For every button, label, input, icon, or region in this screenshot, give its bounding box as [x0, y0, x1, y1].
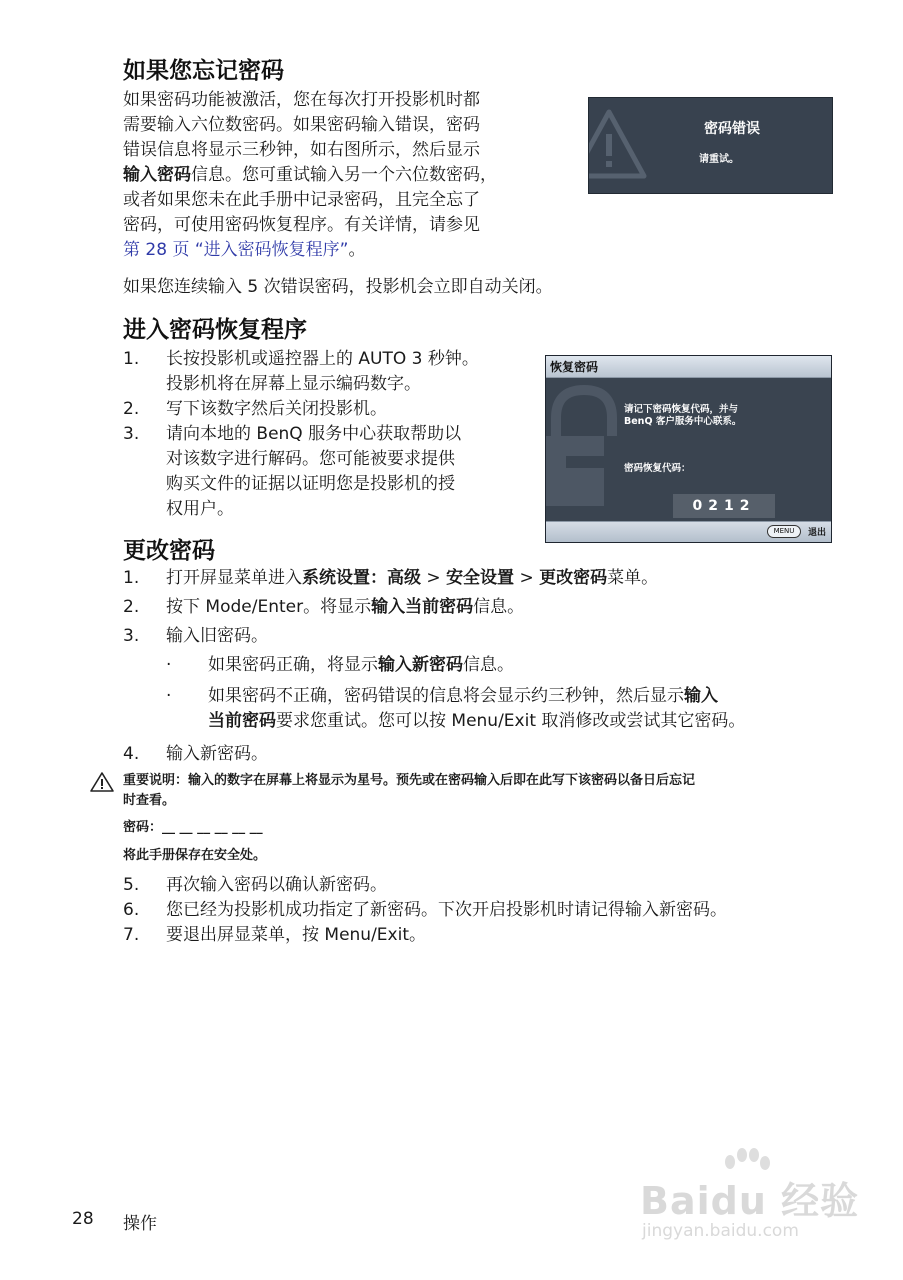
- list-item: [123, 595, 843, 620]
- section-name: 操作: [123, 1214, 157, 1234]
- dialog-title: 恢复密码: [546, 356, 831, 378]
- menu-path: 安全设置: [446, 568, 515, 588]
- recover-password-dialog: [545, 355, 832, 543]
- password-blanks: __ __ __ __ __ __: [162, 820, 263, 835]
- bullet-line: [208, 684, 834, 709]
- error-title: 密码错误: [704, 121, 760, 137]
- list-item: [123, 873, 843, 898]
- change-steps-5-7: [123, 873, 843, 948]
- bullet-line: [208, 709, 834, 734]
- bullet-text: 如果密码不正确，密码错误的信息将会显示约三秒钟，然后显示: [208, 686, 684, 706]
- password-label: 密码：: [123, 820, 163, 835]
- bold-term: 输入密码: [123, 165, 191, 185]
- watermark-url: jingyan.baidu.com: [642, 1221, 799, 1241]
- keep-safe-note: 将此手册保存在安全处。: [123, 848, 267, 863]
- item-number: 7.: [123, 925, 140, 945]
- bullet-text: 如果密码正确，将显示: [208, 655, 378, 675]
- watermark-logo: Baidu 经验: [640, 1179, 860, 1223]
- bold-term: 输入新密码: [378, 655, 463, 675]
- item-line: 请向本地的 BenQ 服务中心获取帮助以: [166, 424, 462, 444]
- password-record-line: [123, 818, 263, 838]
- step-text: >: [514, 568, 540, 588]
- para-line: 错误信息将显示三秒钟，如右图所示，然后显示: [123, 140, 480, 160]
- step-text: 您已经为投影机成功指定了新密码。下次开启投影机时请记得输入新密码。: [166, 900, 727, 920]
- page-number: 28: [72, 1209, 94, 1229]
- step-text: 输入旧密码。: [166, 626, 268, 646]
- item-line: 权用户。: [166, 499, 234, 519]
- bullet-dot: ·: [166, 655, 172, 675]
- menu-button[interactable]: MENU: [767, 525, 801, 538]
- step-text: 打开屏显菜单进入: [166, 568, 302, 588]
- para-text: 信息。您可重试输入另一个六位数密码，: [191, 165, 497, 185]
- section-title-change-password: 更改密码: [123, 538, 215, 564]
- recovery-message: [624, 404, 741, 428]
- step-text: 按下 Mode/Enter。将显示: [166, 597, 372, 617]
- list-item: [123, 347, 533, 397]
- bold-term: 输入当前密码: [371, 597, 474, 617]
- error-subtitle: 请重试。: [699, 154, 739, 165]
- item-line: 购买文件的证据以证明您是投影机的授: [166, 474, 455, 494]
- section-title-forgot-password: 如果您忘记密码: [123, 58, 284, 84]
- para-line: 或者如果您未在此手册中记录密码，且完全忘了: [123, 190, 480, 210]
- list-item: [123, 422, 533, 522]
- bullet-item: [164, 653, 834, 678]
- lock-icon: [546, 378, 626, 518]
- recovery-link[interactable]: 第 28 页 “进入密码恢复程序”: [123, 240, 349, 260]
- item-number: 6.: [123, 900, 140, 920]
- auto-shutdown-note: 如果您连续输入 5 次错误密码，投影机会立即自动关闭。: [123, 277, 553, 297]
- item-line: 投影机将在屏幕上显示编码数字。: [166, 374, 421, 394]
- item-number: 3.: [123, 424, 140, 444]
- list-item: [123, 566, 843, 591]
- section-title-recovery: 进入密码恢复程序: [123, 317, 307, 343]
- item-number: 2.: [123, 399, 140, 419]
- important-note: [123, 771, 843, 811]
- para-line: [123, 238, 573, 263]
- para-line: [123, 163, 573, 188]
- warning-icon: [89, 771, 115, 793]
- list-item: [123, 898, 843, 923]
- recovery-steps: [123, 347, 533, 522]
- para-text: 。: [348, 240, 366, 260]
- step-text: 输入新密码。: [166, 744, 268, 764]
- message-line: BenQ 客户服务中心联系。: [624, 416, 742, 427]
- code-label: 密码恢复代码：: [624, 463, 691, 474]
- step-text: 要退出屏显菜单，按 Menu/Exit。: [166, 925, 426, 945]
- bullet-text: 要求您重试。您可以按 Menu/Exit 取消修改或尝试其它密码。: [276, 711, 746, 731]
- item-number: 2.: [123, 597, 140, 617]
- bullet-dot: ·: [166, 686, 172, 706]
- item-number: 1.: [123, 349, 140, 369]
- para-line: 密码，可使用密码恢复程序。有关详情，请参见: [123, 215, 480, 235]
- bold-term: 当前密码: [208, 711, 276, 731]
- warning-icon: [589, 104, 669, 184]
- forgot-password-paragraph: [123, 88, 573, 263]
- step-text: 信息。: [473, 597, 525, 617]
- message-line: 请记下密码恢复代码，并与: [624, 404, 739, 415]
- item-line: 长按投影机或遥控器上的 AUTO 3 秒钟。: [166, 349, 479, 369]
- bullet-text: 信息。: [463, 655, 514, 675]
- step-text: 菜单。: [607, 568, 659, 588]
- dialog-footer: [546, 521, 831, 542]
- bullet-item: [164, 684, 834, 734]
- recovery-code: 0212: [673, 494, 775, 518]
- exit-label: 退出: [807, 528, 826, 538]
- para-line: 需要输入六位数密码。如果密码输入错误，密码: [123, 115, 480, 135]
- item-number: 5.: [123, 875, 140, 895]
- item-number: 1.: [123, 568, 140, 588]
- item-line: 对该数字进行解码。您可能被要求提供: [166, 449, 455, 469]
- list-item: [123, 742, 903, 767]
- step-text: 再次输入密码以确认新密码。: [166, 875, 387, 895]
- list-item: [123, 397, 533, 422]
- change-steps-1-3: [123, 566, 843, 649]
- note-line: 重要说明：输入的数字在屏幕上将显示为星号。预先或在密码输入后即在此写下该密码以备日后忘记: [123, 773, 696, 788]
- password-error-dialog: [588, 97, 833, 194]
- list-item: [123, 624, 843, 649]
- menu-path: 系统设置：高级: [302, 568, 421, 588]
- step-text: >: [421, 568, 447, 588]
- para-line: 如果密码功能被激活，您在每次打开投影机时都: [123, 90, 480, 110]
- list-item: [123, 923, 843, 948]
- watermark: [640, 1148, 860, 1248]
- item-number: 3.: [123, 626, 140, 646]
- menu-path: 更改密码: [539, 568, 608, 588]
- item-line: 写下该数字然后关闭投影机。: [166, 399, 387, 419]
- bold-term: 输入: [684, 686, 718, 706]
- bullet-list: [164, 653, 834, 734]
- note-line: 时查看。: [123, 793, 176, 808]
- item-number: 4.: [123, 744, 140, 764]
